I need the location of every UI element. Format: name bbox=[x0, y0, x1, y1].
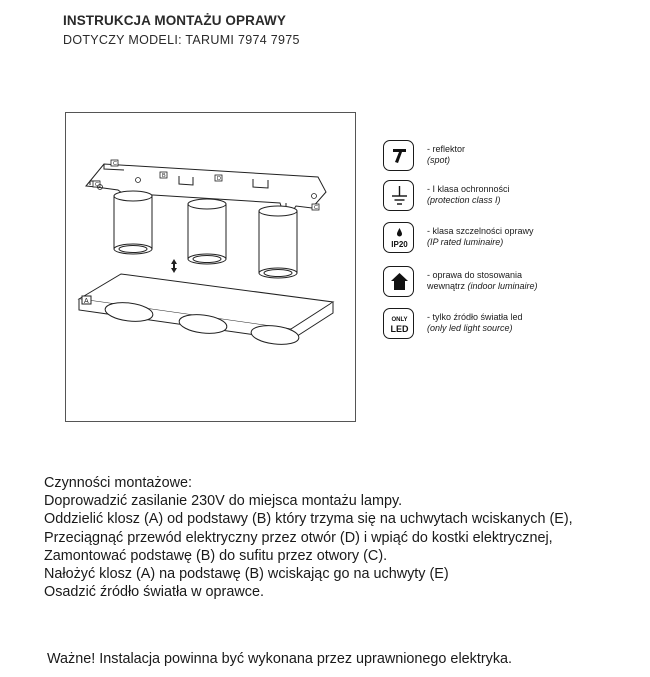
legend-row-spot bbox=[383, 140, 633, 176]
installation-instructions bbox=[44, 474, 573, 601]
instruction-step: Zamontować podstawę (B) do sufitu przez otwory (C). bbox=[44, 547, 388, 564]
instruction-step: Osadzić źródło światła w oprawce. bbox=[44, 584, 264, 601]
spot-cylinder-1 bbox=[114, 191, 152, 254]
electrician-warning: Ważne! Instalacja powinna być wykonana przez uprawnionego elektryka. bbox=[47, 651, 513, 667]
label-b: B bbox=[162, 173, 166, 179]
legend-ip20-en: (IP rated luminaire) bbox=[427, 237, 504, 247]
legend-row-only-led bbox=[383, 308, 633, 344]
legend-text-ground bbox=[427, 184, 510, 206]
cover-a bbox=[79, 274, 333, 347]
legend-indoor-pl-2: wewnątrz bbox=[427, 281, 468, 291]
legend-ground-en: (protection class I) bbox=[427, 195, 501, 205]
legend-ground-pl: - I klasa ochronności bbox=[427, 184, 510, 194]
screw-right bbox=[312, 194, 317, 199]
label-a: A bbox=[84, 298, 89, 305]
legend-spot-pl: - reflektor bbox=[427, 144, 466, 154]
only-led-badge-bottom: LED bbox=[390, 324, 409, 334]
instructions-heading: Czynności montażowe: bbox=[44, 475, 192, 491]
label-c-right: C bbox=[314, 205, 318, 211]
instruction-step: Nałożyć klosz (A) na podstawę (B) wciskając go na uchwyty (E) bbox=[44, 566, 449, 583]
label-c-left: C bbox=[95, 182, 99, 188]
legend-ip20-pl: - klasa szczelności oprawy bbox=[427, 226, 534, 236]
label-c-top: C bbox=[113, 161, 117, 167]
legend-only-led-en: (only led light source) bbox=[427, 323, 513, 333]
legend-text-indoor bbox=[427, 270, 538, 292]
legend-text-only-led bbox=[427, 312, 523, 334]
assembly-arrow-icon bbox=[171, 259, 177, 273]
label-d: D bbox=[217, 176, 221, 182]
instruction-step: Doprowadzić zasilanie 230V do miejsca montażu lampy. bbox=[44, 493, 403, 510]
legend-row-ip20 bbox=[383, 222, 633, 258]
legend-row-indoor bbox=[383, 266, 633, 302]
legend-only-led-pl: - tylko źródło światła led bbox=[427, 312, 523, 322]
spot-cylinder-3 bbox=[259, 206, 297, 278]
legend-spot-en: (spot) bbox=[427, 155, 451, 165]
spot-lights bbox=[114, 191, 297, 278]
assembly-diagram bbox=[66, 113, 357, 423]
legend-indoor-en: (indoor luminaire) bbox=[467, 281, 538, 291]
only-led-icon bbox=[383, 308, 414, 339]
ip20-badge: IP20 bbox=[391, 240, 408, 249]
instruction-step: Oddzielić klosz (A) od podstawy (B) który trzyma się na uchwytach wciskanych (E), bbox=[44, 511, 573, 528]
legend-text-spot bbox=[427, 144, 465, 166]
ip20-icon bbox=[383, 222, 414, 253]
page-title: INSTRUKCJA MONTAŻU OPRAWY bbox=[63, 13, 286, 28]
legend-text-ip20 bbox=[427, 226, 534, 248]
ground-icon bbox=[383, 180, 414, 211]
spot-icon bbox=[383, 140, 414, 171]
assembly-diagram-frame bbox=[65, 112, 356, 422]
legend-indoor-pl: - oprawa do stosowania bbox=[427, 270, 523, 280]
symbol-legend bbox=[383, 140, 633, 340]
model-subtitle: DOTYCZY MODELI: TARUMI 7974 7975 bbox=[63, 33, 300, 47]
only-led-badge-top: ONLY bbox=[391, 317, 408, 323]
house-icon bbox=[383, 266, 414, 297]
legend-row-ground bbox=[383, 180, 633, 216]
screw-mid-left bbox=[136, 178, 141, 183]
spot-cylinder-2 bbox=[188, 199, 226, 264]
instruction-step: Przeciągnąć przewód elektryczny przez otwór (D) i wpiąć do kostki elektrycznej, bbox=[44, 529, 553, 546]
